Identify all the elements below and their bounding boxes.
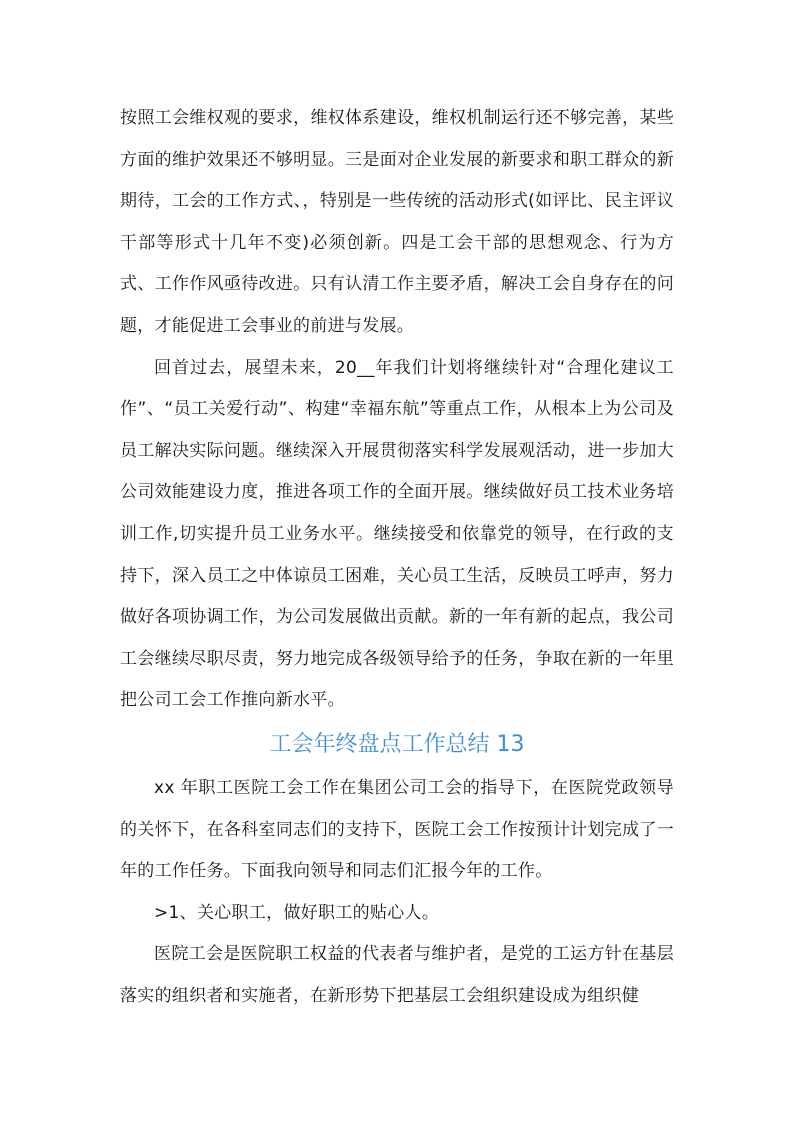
- paragraph-future-plan: 回首过去，展望未来，20__年我们计划将继续针对“合理化建议工作”、“员工关爱行动”、构建“幸福东航”等重点工作，从根本上为公司及员工解决实际问题。继续深入开展贯彻落实科学发展观活动，进一步加大公司效能建设力度，推进各项工作的全面开展。继续做好员工技术业务培训工作,切实提升员工业务水平。继续接受和依靠党的领导，在行政的支持下，深入员工之中体谅员工困难，关心员工生活，反映员工呼声，努力做好各项协调工作，为公司发展做出贡献。新的一年有新的起点，我公司工会继续尽职尽责，努力地完成各级领导给予的任务，争取在新的一年里把公司工会工作推向新水平。: [120, 357, 674, 711]
- paragraph-rights-protection: 按照工会维权观的要求，维权体系建设，维权机制运行还不够完善，某些方面的维护效果还不够明显。三是面对企业发展的新要求和职工群众的新期待，工会的工作方式、，特别是一些传统的活动形式(如评比、民主评议干部等形式十几年不变)必须创新。四是工会干部的思想观念、行为方式、工作作风亟待改进。只有认清工作主要矛盾，解决工会自身存在的问题，才能促进工会事业的前进与发展。: [120, 108, 674, 336]
- paragraph-union-role: 医院工会是医院职工权益的代表者与维护者，是党的工运方针在基层落实的组织者和实施者，在新形势下把基层工会组织建设成为组织健: [120, 944, 674, 1006]
- document-page: [120, 98, 674, 1017]
- paragraph-hospital-intro: xx 年职工医院工会工作在集团公司工会的指导下，在医院党政领导的关怀下，在各科室同志们的支持下，医院工会工作按预计计划完成了一年的工作任务。下面我向领导和同志们汇报今年的工作。: [120, 777, 674, 882]
- paragraph-point-one: >1、关心职工，做好职工的贴心人。: [154, 902, 440, 923]
- section-title: 工会年终盘点工作总结 13: [269, 731, 525, 757]
